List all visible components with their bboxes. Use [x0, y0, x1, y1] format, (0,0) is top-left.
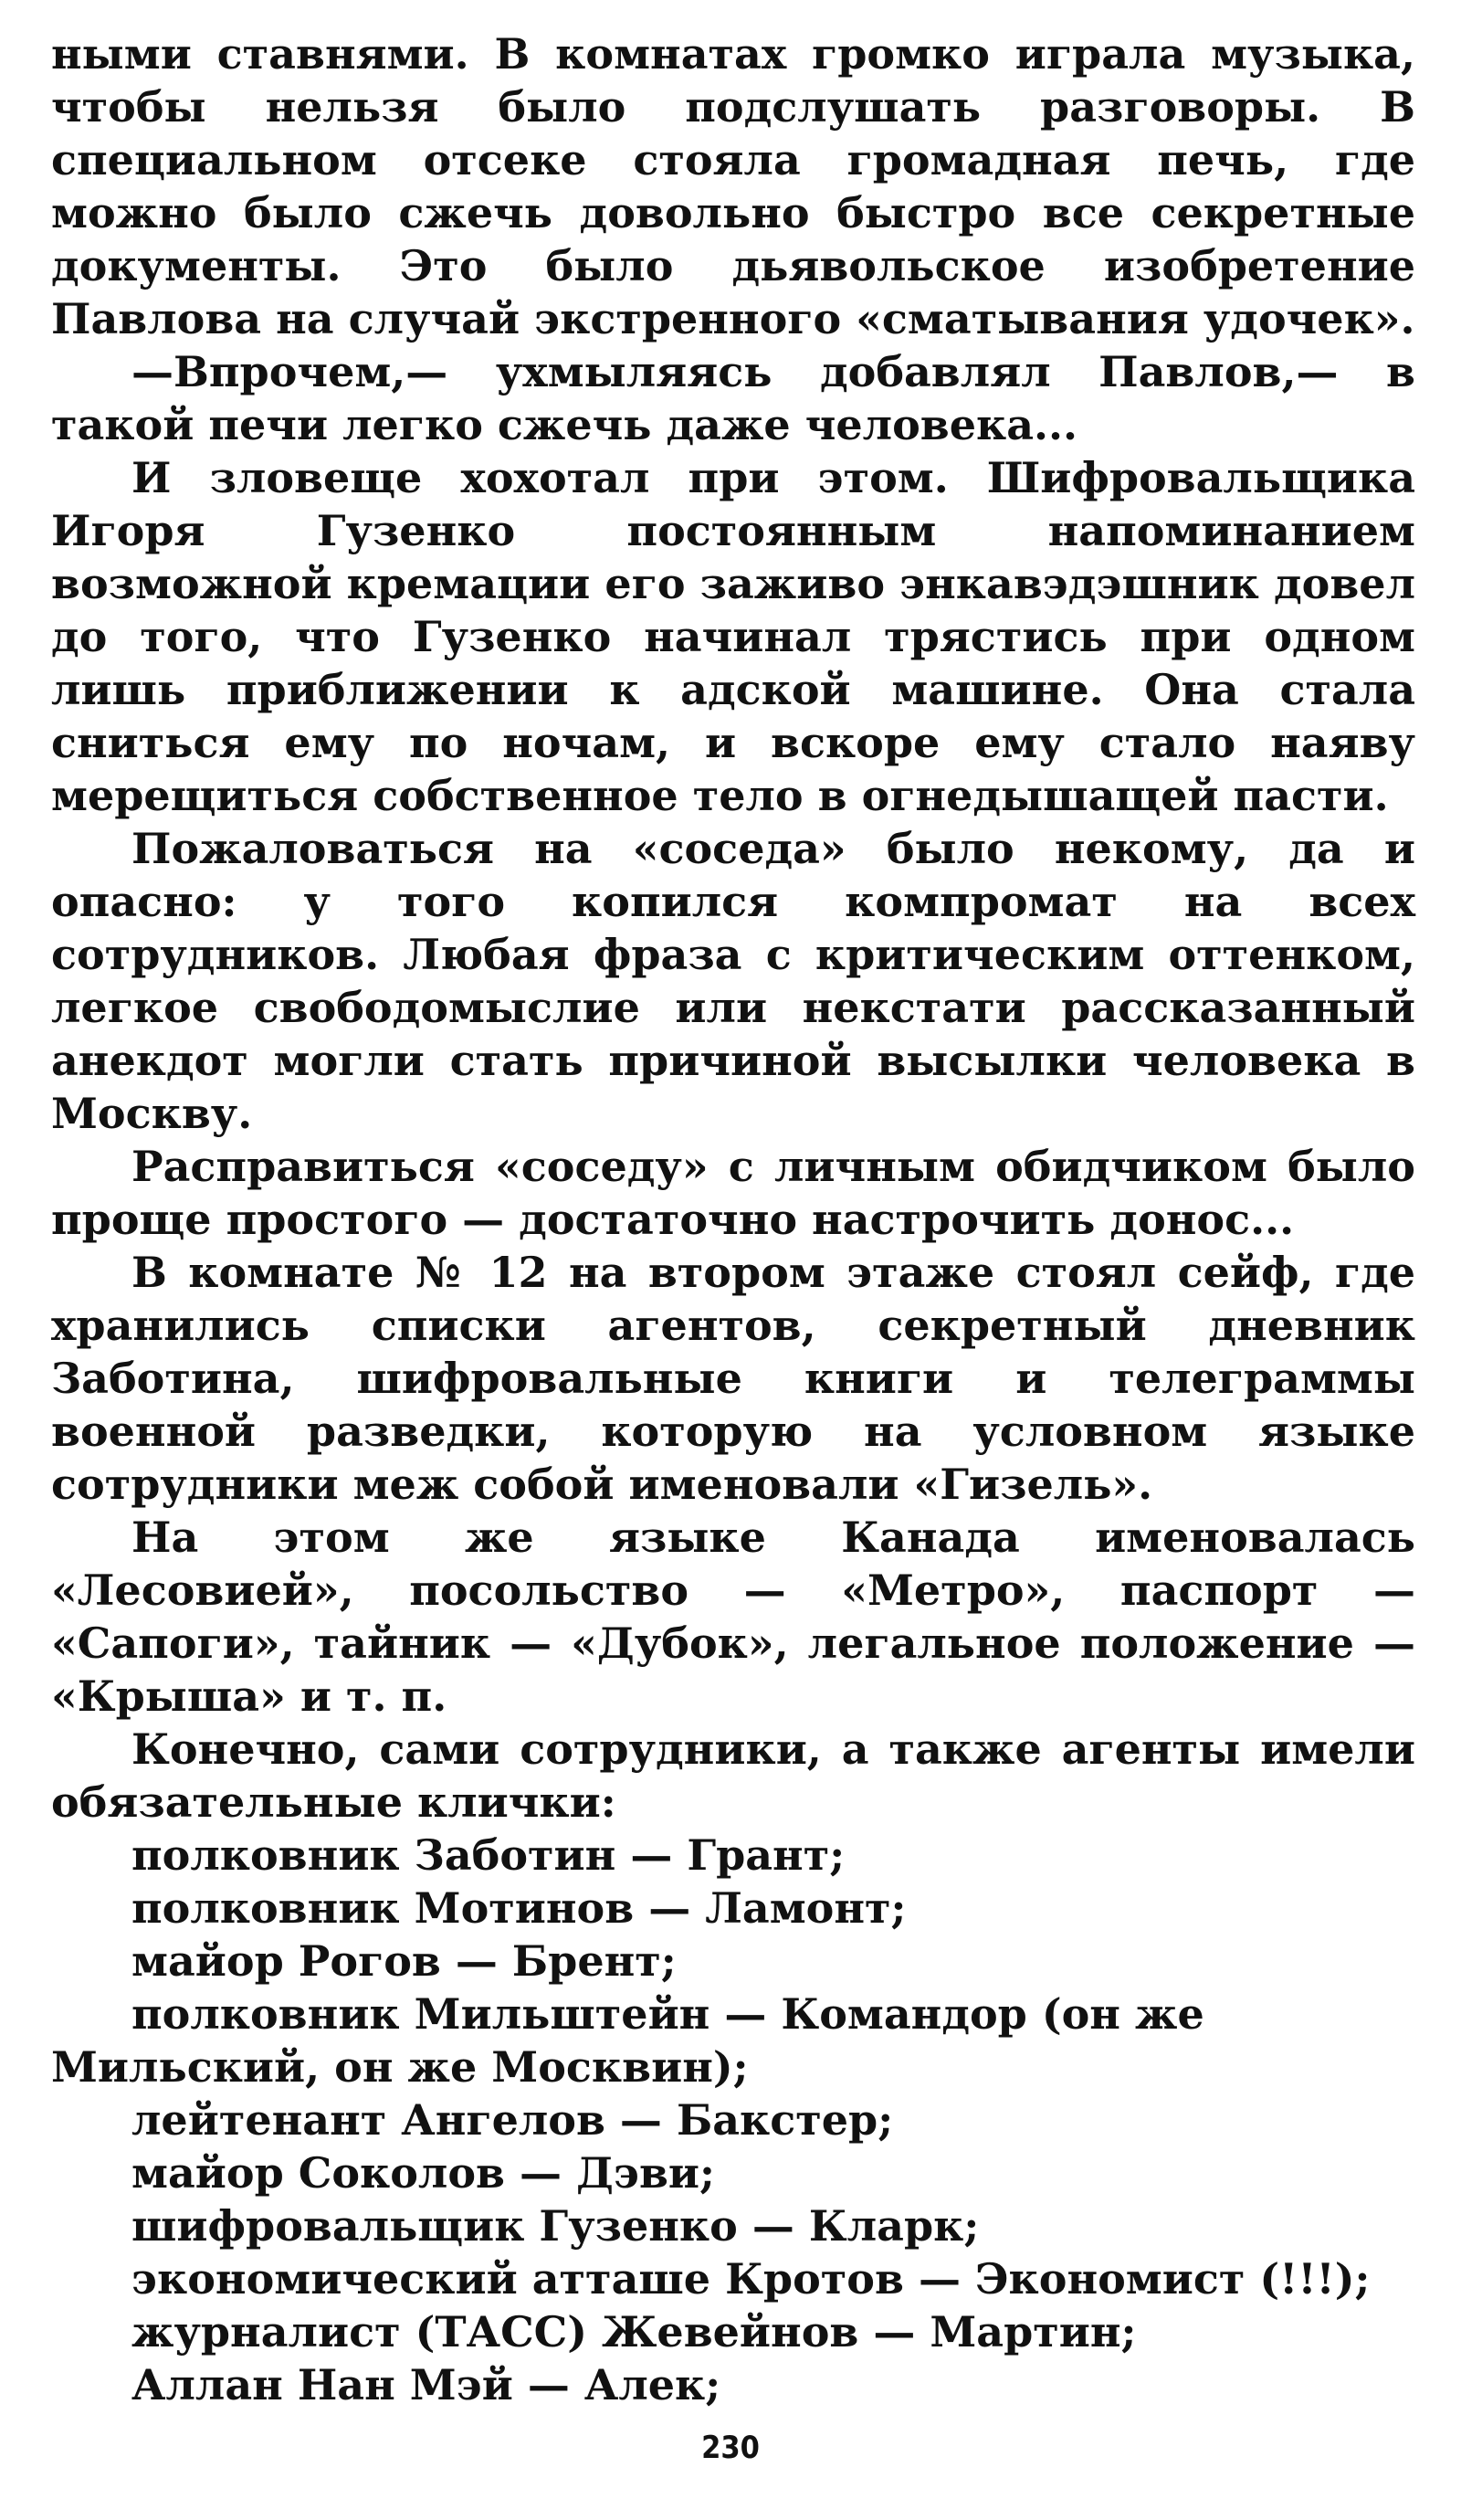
alias-item: полковник Заботин — Грант; [131, 1830, 846, 1880]
paragraph: —Впрочем,— ухмыляясь добавлял Павлов,— в такой печи легко сжечь даже человека... [51, 347, 1415, 449]
alias-list [51, 1829, 1415, 2411]
paragraph: ными ставнями. В комнатах громко играла музыка, чтобы нельзя было подслушать разговоры. В специальном отсеке стояла громадная печь, где можно было сжечь довольно быстро все секретные документы. Это было дьявольское изобретение Павлова на случай экстренного «сматывания удочек». [51, 29, 1415, 343]
alias-item: журналист (ТАСС) Жевейнов — Мартин; [131, 2307, 1137, 2357]
paragraph: Конечно, сами сотрудники, а также агенты имели обязательные клички: [51, 1724, 1415, 1827]
alias-item: лейтенант Ангелов — Бакстер; [131, 2095, 894, 2145]
alias-item: шифровальщик Гузенко — Кларк; [131, 2201, 980, 2251]
paragraph: Расправиться «соседу» с личным обидчиком было проще простого — достаточно настрочить донос... [51, 1142, 1415, 1244]
page-number: 230 [701, 2430, 760, 2466]
alias-item: полковник Мотинов — Ламонт; [131, 1883, 907, 1933]
paragraph: И зловеще хохотал при этом. Шифровальщика Игоря Гузенко постоянным напоминанием возможной кремации его заживо энкавэдэшник довел до того, что Гузенко начинал трястись при одном лишь приближении к адской машине. Она стала сниться ему по ночам, и вскоре ему стало наяву мерещиться собственное тело в огнедышащей пасти. [51, 453, 1415, 820]
alias-item: майор Соколов — Дэви; [131, 2148, 716, 2198]
alias-item: Аллан Нан Мэй — Алек; [131, 2360, 721, 2409]
book-page-text [51, 27, 1415, 2411]
alias-item: полковник Мильштейн — Командор (он же Мильский, он же Москвин); [51, 1989, 1204, 2092]
paragraph: Пожаловаться на «соседа» было некому, да и опасно: у того копился компромат на всех сотрудников. Любая фраза с критическим оттенком, легкое свободомыслие или некстати рассказанный анекдот могли стать причиной высылки человека в Москву. [51, 824, 1415, 1138]
paragraph: На этом же языке Канада именовалась «Лесовией», посольство — «Метро», паспорт — «Сапоги», тайник — «Дубок», легальное положение — «Крыша» и т. п. [51, 1513, 1415, 1721]
alias-item: экономический атташе Кротов — Экономист (!!!); [131, 2254, 1371, 2304]
alias-item: майор Рогов — Брент; [131, 1936, 677, 1986]
paragraph: В комнате № 12 на втором этаже стоял сейф, где хранились списки агентов, секретный дневник Заботина, шифровальные книги и телеграммы военной разведки, которую на условном языке сотрудники меж собой именовали «Гизель». [51, 1248, 1415, 1509]
